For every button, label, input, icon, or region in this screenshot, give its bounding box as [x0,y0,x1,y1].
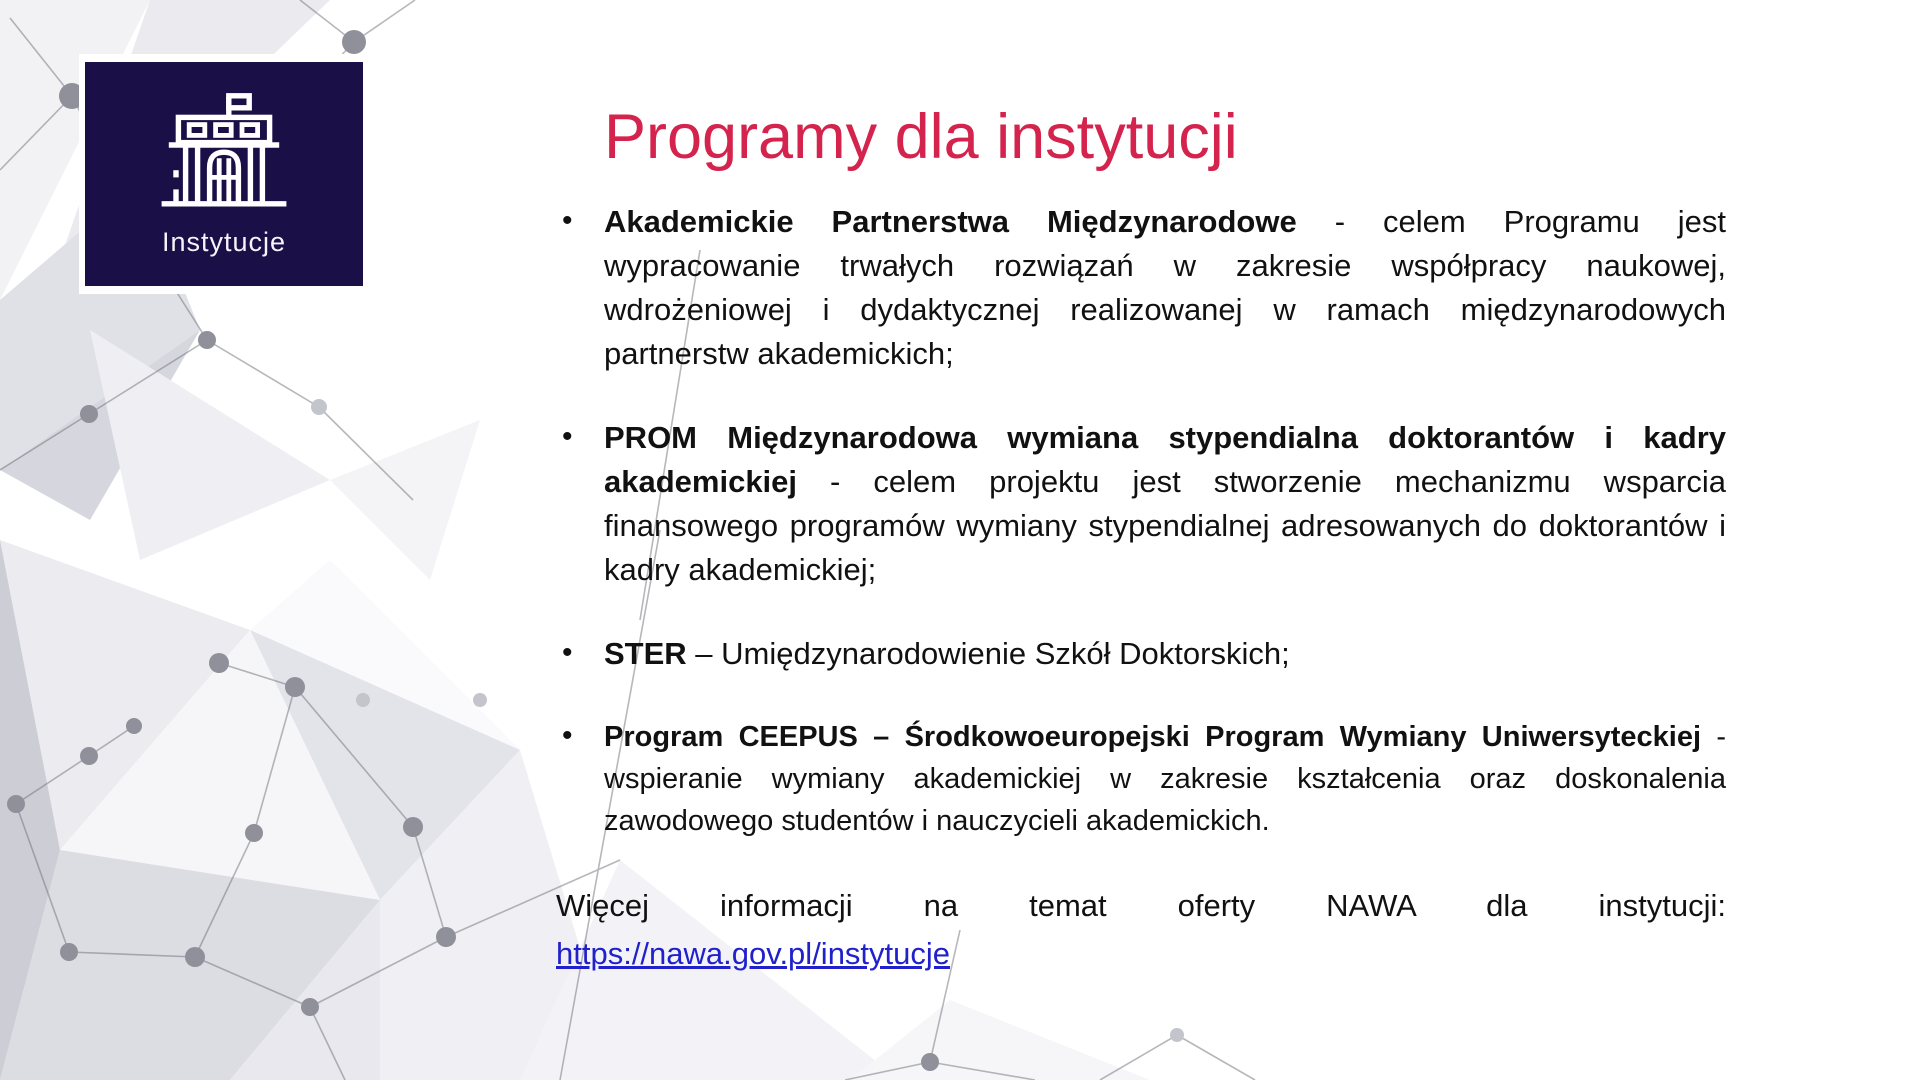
bullet-marker: • [562,719,573,753]
list-item [556,716,1726,842]
institutions-logo-tile [85,62,363,286]
program-description: - celem Programu jest wypracowanie trwałych rozwiązań w zakresie współpracy naukowej, wdrożeniowej i dydaktycznej realizowanej w ramach międzynarodowych partnerstw akademickich; [604,204,1726,372]
program-list [556,200,1726,842]
program-name: Program CEEPUS – Środkowoeuropejski Program Wymiany Uniwersyteckiej [604,721,1702,754]
program-name: PROM Międzynarodowa wymiana stypendialna doktorantów i kadry akademickiej [604,420,1726,500]
logo-label: Instytucje [161,226,287,257]
list-item [556,416,1726,592]
bullet-marker: • [562,636,573,670]
program-description: – Umiędzynarodowienie Szkół Doktorskich; [686,636,1290,672]
logo-card [79,54,369,294]
program-description: - celem projektu jest stworzenie mechanizmu wsparcia finansowego programów wymiany stypendialnej adresowanych do doktorantów i kadry akademickiej; [604,464,1726,588]
footer-link[interactable]: https://nawa.gov.pl/instytucje [556,936,951,972]
page-title: Programy dla instytucji [604,102,1238,172]
list-item [556,200,1726,376]
building-icon [149,91,299,211]
program-name: STER [604,636,687,672]
list-item [556,632,1726,676]
program-description: - wspieranie wymiany akademickiej w zakresie kształcenia oraz doskonalenia zawodowego studentów i nauczycieli akademickich. [604,721,1726,838]
bullet-marker: • [562,420,573,454]
bullet-marker: • [562,204,573,238]
footer-note: Więcej informacji na temat oferty NAWA dla instytucji: [556,888,1726,924]
footer [556,884,1726,976]
slide-content [556,104,1726,976]
program-name: Akademickie Partnerstwa Międzynarodowe [604,204,1297,240]
